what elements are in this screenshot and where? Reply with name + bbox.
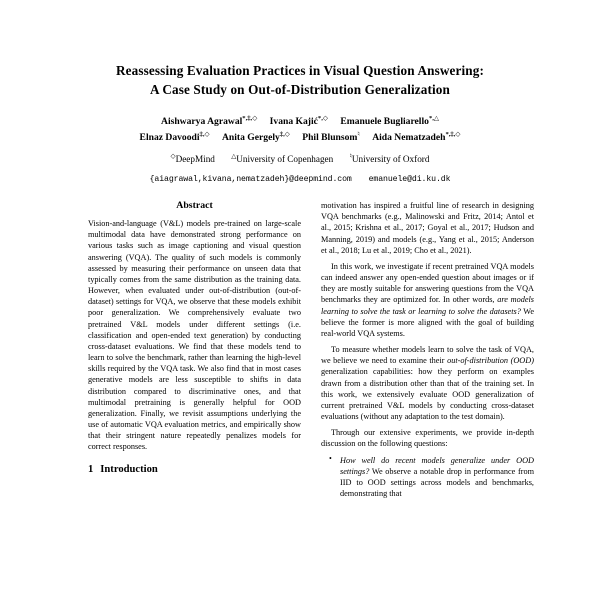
author — [222, 132, 290, 143]
paragraph-2-text-a: In this work, we investigate if recent pretrained VQA models can indeed answer any open-ended question about images or if they are mostly suitable for answering questions from the VQA benchmarks they are optimized for. In other words, — [321, 261, 534, 305]
author-affiliation-marks: ‡,◇ — [199, 130, 210, 138]
author-name: Anita Gergely — [221, 131, 280, 143]
paragraph-2-text-b: We believe the former is more aligned with the goal of building real-world VQA systems. — [321, 306, 534, 338]
email-address[interactable]: emanuele@di.ku.dk — [368, 175, 451, 185]
author-affiliation-marks: ♮ — [357, 130, 360, 138]
author-name: Elnaz Davoodi — [139, 131, 200, 143]
author-affiliation-marks: *,△ — [428, 114, 439, 122]
abstract-heading: Abstract — [176, 200, 213, 211]
section-number: 1 — [88, 463, 94, 475]
author-affiliation-marks: ‡,◇ — [279, 130, 290, 138]
page-title — [70, 62, 530, 99]
paragraph-3-text-a: To measure whether models learn to solve the task of VQA, we believe we need to examine their — [321, 345, 534, 366]
paragraph-3-emphasis: out-of-distribution (OOD) — [447, 356, 534, 366]
author-name: Aida Nematzadeh — [372, 131, 446, 143]
affiliation-mark: ◇ — [170, 152, 176, 160]
author — [161, 116, 257, 127]
bullet-1-text: We observe a notable drop in performance from IID to OOD settings across models and benchmarks, demonstrating that — [340, 466, 534, 499]
author-affiliation-marks: *,‡,◇ — [242, 114, 258, 122]
affiliation — [171, 154, 215, 164]
author-line-2 — [70, 130, 530, 146]
affiliation — [231, 154, 333, 164]
title-block — [0, 0, 600, 184]
intro-paragraph-1: motivation has inspired a fruitful line of research in designing VQA benchmarks (e.g., Malinowski and Fritz, 2014; Antol et al., 2015; Krishna et al., 2017; Goyal et al., 2017; Hudson and Manning, 2019) and models (e.g., Yang et al., 2015; Anderson et al., 2018; Lu et al., 2019; Cho et al., 2021). — [321, 201, 534, 255]
paper-title-line-2: A Case Study on Out-of-Distribution Generalization — [149, 81, 451, 97]
intro-paragraph-4: Through our extensive experiments, we provide in-depth discussion on the following questions: — [321, 428, 534, 449]
author-name: Aishwarya Agrawal — [161, 115, 243, 127]
author — [340, 116, 439, 127]
author-name: Phil Blunsom — [302, 131, 358, 143]
author-name: Emanuele Bugliarello — [340, 115, 429, 127]
list-item — [334, 455, 534, 500]
paragraph-2-emphasis: are models learning to solve the task or learning to solve the datasets? — [321, 295, 534, 316]
email-address[interactable]: {aiagrawal,kivana,nematzadeh}@deepmind.com — [149, 175, 352, 185]
affiliation-list — [70, 152, 530, 167]
affiliation-name: DeepMind — [175, 153, 215, 164]
author — [270, 116, 328, 127]
author-affiliation-marks: *,‡,◇ — [445, 130, 461, 138]
body-columns — [0, 200, 600, 600]
right-column — [321, 200, 534, 600]
paragraph-3-text-b: generalization capabilities: how they perform on examples drawn from a distribution other than that of the training set. In this work, we extensively evaluate OOD generalization of current pretrained V&L models by conducting cross-dataset evaluations (without any adaptation to the test domain). — [321, 367, 534, 422]
intro-paragraph-2 — [321, 261, 534, 339]
author-name: Ivana Kajić — [269, 115, 318, 127]
abstract-body: Vision-and-language (V&L) models pre-trained on large-scale multimodal data have demonstrated strong performance on various tasks such as image captioning and visual question answering (VQA). The quality of such models is commonly assessed by measuring their performance on unseen data that typically comes from the same distribution as the training data. However, when evaluated under out-of-distribution (out-of-dataset) settings for VQA, we observe that these models exhibit poor generalization. We comprehensively evaluate two pretrained V&L models under different settings (i.e. classification and open-ended text generation) by conducting cross-dataset evaluations. We find that these models tend to learn to solve the benchmark, rather than learning the high-level skills required by the VQA task. We also find that in most cases generative models are less susceptible to shifts in data distribution compared to discriminative ones, and that multimodal pretraining is generally helpful for OOD generalization. Finally, we revisit assumptions underlying the use of automatic VQA evaluation metrics, and empirically show that their stringent nature repeatedly penalizes models for correct responses. — [88, 219, 301, 452]
author-affiliation-marks: *,◇ — [317, 114, 328, 122]
section-title: Introduction — [100, 463, 158, 475]
email-list — [70, 175, 530, 184]
author-line-1 — [70, 113, 530, 129]
affiliation-mark: ♮ — [349, 152, 352, 160]
author — [302, 132, 360, 143]
author — [372, 132, 460, 143]
bullet-1-question: How well do recent models generalize under OOD settings? — [340, 455, 534, 476]
affiliation-name: University of Copenhagen — [236, 153, 334, 164]
affiliation-mark: △ — [231, 152, 237, 160]
affiliation-name: University of Oxford — [351, 153, 430, 164]
section-heading-introduction — [88, 464, 301, 475]
research-questions-list — [321, 455, 534, 500]
author — [140, 132, 210, 143]
affiliation — [350, 154, 430, 164]
author-list — [70, 113, 530, 145]
intro-paragraph-3 — [321, 344, 534, 422]
left-column — [88, 200, 301, 600]
paper-title-line-1: Reassessing Evaluation Practices in Visual Question Answering: — [116, 63, 484, 78]
